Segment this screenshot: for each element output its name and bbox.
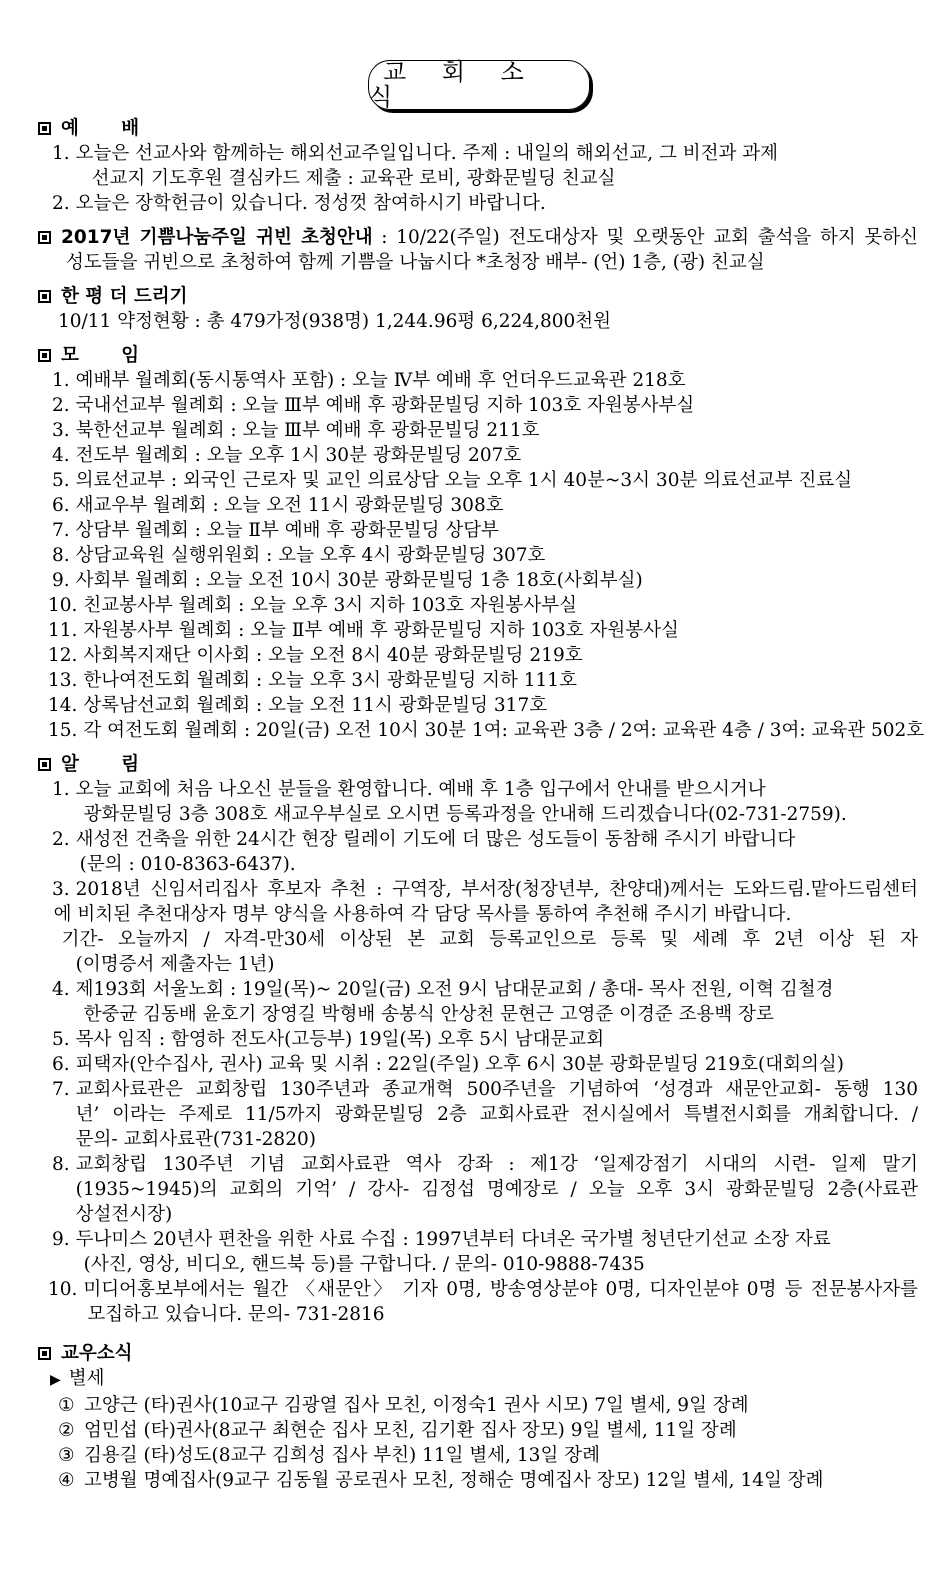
- list-item: 4. 전도부 월례회 : 오늘 오후 1시 30분 광화문빌딩 207호: [52, 445, 522, 466]
- list-item: 5. 목사 임직 : 함영하 전도사(고등부) 19일(목) 오후 5시 남대문교회: [52, 1029, 605, 1050]
- invite-text-2: 성도들을 귀빈으로 초청하여 함께 기쁨을 나눕시다 *초청장 배부- (언) 1층, (광) 친교실: [66, 252, 765, 273]
- list-item: 14. 상록남선교회 월례회 : 오늘 오전 11시 광화문빌딩 317호: [48, 695, 548, 716]
- members-subheading: ▶ 별세: [38, 1366, 918, 1393]
- square-bullet-icon: [38, 1347, 51, 1360]
- list-item: 8. 상담교육원 실행위원회 : 오늘 오후 4시 광화문빌딩 307호: [52, 545, 546, 566]
- list-item: 2. 국내선교부 월례회 : 오늘 Ⅲ부 예배 후 광화문빌딩 지하 103호 자원봉사부실: [52, 395, 695, 416]
- invite-label: 2017년 기쁨나눔주일 귀빈 초청안내: [61, 227, 373, 248]
- section-heading-pledge: 한 평 더 드리기: [38, 284, 918, 309]
- list-item: 9. 두나미스 20년사 편찬을 위한 사료 수집 : 1997년부터 다녀온 국가별 청년단기선교 소장 자료 (사진, 영상, 비디오, 핸드북 등)를 구합니다. / 문의- 010-9888-7435: [52, 1229, 831, 1275]
- notices-list: [38, 777, 918, 1327]
- list-item: 11. 자원봉사부 월례회 : 오늘 Ⅱ부 예배 후 광화문빌딩 지하 103호 자원봉사실: [48, 620, 679, 641]
- list-item: 1. 오늘 교회에 처음 나오신 분들을 환영합니다. 예배 후 1층 입구에서 안내를 받으시거나 광화문빌딩 3층 308호 새교우부실로 오시면 등록과정을 안내해 드리겠습니다(02-731-2759).: [52, 779, 847, 825]
- list-item: ② 엄민섭 (타)권사(8교구 최현순 집사 모친, 김기환 집사 장모) 9일 별세, 11일 장례: [58, 1420, 737, 1441]
- square-bullet-icon: [38, 290, 51, 303]
- square-bullet-icon: [38, 122, 51, 135]
- list-item: 7. 상담부 월례회 : 오늘 Ⅱ부 예배 후 광화문빌딩 상담부: [52, 520, 499, 541]
- square-bullet-icon: [38, 758, 51, 771]
- list-item: 9. 사회부 월례회 : 오늘 오전 10시 30분 광화문빌딩 1층 18호(사회부실): [52, 570, 643, 591]
- list-item: 2. 오늘은 장학헌금이 있습니다. 정성껏 참여하시기 바랍니다.: [52, 193, 546, 214]
- list-item: 3. 북한선교부 월례회 : 오늘 Ⅲ부 예배 후 광화문빌딩 211호: [52, 420, 540, 441]
- list-item: 3. 2018년 신임서리집사 후보자 추천 : 구역장, 부서장(청장년부, 찬양대)께서는 도와드림.맡아드림센터 에 비치된 추천대상자 명부 양식을 사용하여 각 담당 목사를 통하여 추천해 주시기 바랍니다. 기간- 오늘까지 / 자격-만30세 이상된 본 교회 등록교인으로 등록 및 세례 후 2년 이상 된 자 (이명증서 제출자는 1년): [52, 879, 918, 975]
- list-item: 13. 한나여전도회 월례회 : 오늘 오후 3시 광화문빌딩 지하 111호: [48, 670, 577, 691]
- bulletin-content: [38, 116, 925, 1493]
- section-heading-meetings: 모 임: [38, 343, 918, 368]
- section-heading-members: 교우소식: [38, 1341, 918, 1366]
- section-heading-worship: 예 배: [38, 116, 918, 141]
- list-item: 4. 제193회 서울노회 : 19일(목)~ 20일(금) 오전 9시 남대문교회 / 총대- 목사 전원, 이혁 김철경 한중균 김동배 윤호기 장영길 박형배 송봉식 안상천 문현근 고영준 이경준 조용백 장로: [52, 979, 834, 1025]
- meetings-list: [38, 368, 925, 743]
- pledge-status: 10/11 약정현황 : 총 479가정(938명) 1,244.96평 6,224,800천원: [58, 311, 612, 332]
- list-item: 6. 피택자(안수집사, 권사) 교육 및 시취 : 22일(주일) 오후 6시 30분 광화문빌딩 219호(대회의실): [52, 1054, 844, 1075]
- square-bullet-icon: [38, 231, 51, 244]
- square-bullet-icon: [38, 349, 51, 362]
- list-item: 1. 오늘은 선교사와 함께하는 해외선교주일입니다. 주제 : 내일의 해외선교, 그 비전과 과제 선교지 기도후원 결심카드 제출 : 교육관 로비, 광화문빌딩 친교실: [52, 143, 778, 189]
- list-item: 8. 교회창립 130주년 기념 교회사료관 역사 강좌 : 제1강 ‘일제강점기 시대의 시련- 일제 말기 (1935~1945)의 교회의 기억’ / 강사- 김정섭 명예장로 / 오늘 오후 3시 광화문빌딩 2층(사료관 상설전시장): [52, 1154, 918, 1225]
- list-item: 5. 의료선교부 : 외국인 근로자 및 교인 의료상담 오늘 오후 1시 40분~3시 30분 의료선교부 진료실: [52, 470, 853, 491]
- list-item: ③ 김용길 (타)성도(8교구 김희성 집사 부친) 11일 별세, 13일 장례: [58, 1445, 600, 1466]
- members-list: [38, 1393, 918, 1493]
- list-item: ④ 고병월 명예집사(9교구 김동월 공로권사 모친, 정해순 명예집사 장모) 12일 별세, 14일 장례: [58, 1470, 824, 1491]
- list-item: 12. 사회복지재단 이사회 : 오늘 오전 8시 40분 광화문빌딩 219호: [48, 645, 583, 666]
- triangle-right-icon: ▶: [50, 1372, 61, 1388]
- invite-notice: [38, 225, 918, 250]
- list-item: 6. 새교우부 월례회 : 오늘 오전 11시 광화문빌딩 308호: [52, 495, 504, 516]
- invite-text: : 10/22(주일) 전도대상자 및 오랫동안 교회 출석을 하지 못하신: [372, 227, 919, 248]
- list-item: 10. 미디어홍보부에서는 월간 〈새문안〉 기자 0명, 방송영상분야 0명, 디자인분야 0명 등 전문봉사자를 모집하고 있습니다. 문의- 731-2816: [48, 1279, 918, 1325]
- list-item: 7. 교회사료관은 교회창립 130주년과 종교개혁 500주년을 기념하여 ‘성경과 새문안교회- 동행 130 년’ 이라는 주제로 11/5까지 광화문빌딩 2층 교회사료관 전시실에서 특별전시회를 개최합니다. / 문의- 교회사료관(731-2820): [52, 1079, 918, 1150]
- page-title: 교 회 소 식: [368, 60, 590, 110]
- list-item: 1. 예배부 월례회(동시통역사 포함) : 오늘 Ⅳ부 예배 후 언더우드교육관 218호: [52, 370, 686, 391]
- list-item: 15. 각 여전도회 월례회 : 20일(금) 오전 10시 30분 1여: 교육관 3층 / 2여: 교육관 4층 / 3여: 교육관 502호: [48, 720, 925, 741]
- list-item: 2. 새성전 건축을 위한 24시간 현장 릴레이 기도에 더 많은 성도들이 동참해 주시기 바랍니다 (문의 : 010-8363-6437).: [52, 829, 796, 875]
- list-item: 10. 친교봉사부 월례회 : 오늘 오후 3시 지하 103호 자원봉사부실: [48, 595, 577, 616]
- list-item: ① 고양근 (타)권사(10교구 김광열 집사 모친, 이정숙1 권사 시모) 7일 별세, 9일 장례: [58, 1395, 749, 1416]
- section-heading-notices: 알 림: [38, 752, 918, 777]
